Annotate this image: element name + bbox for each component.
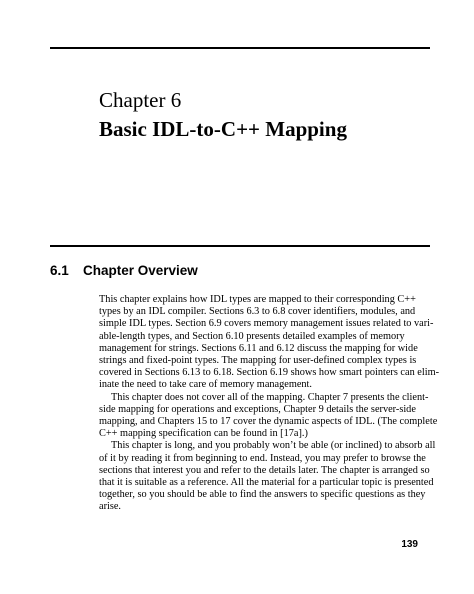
body-line: management for strings. Sections 6.11 and 6.12 discuss the mapping for wide [99,342,418,354]
body-line: of it by reading it from beginning to end. Instead, you may prefer to browse the [99,452,426,464]
body-line: This chapter is long, and you probably won’t be able (or inclined) to absorb all [111,440,436,452]
section-number: 6.1 [50,263,69,278]
body-line: that it is suitable as a reference. All the material for a particular topic is presented [99,477,434,489]
body-line: inate the need to take care of memory management. [99,379,312,391]
section-rule [50,245,430,247]
top-rule [50,47,430,49]
chapter-title: Basic IDL-to-C++ Mapping [99,117,347,141]
body-line: side mapping for operations and exceptions, Chapter 9 details the server-side [99,403,416,415]
body-line: able-length types, and Section 6.10 presents detailed examples of memory [99,330,405,342]
body-line: sections that interest you and refer to the details later. The chapter is arranged so [99,464,430,476]
body-line: strings and fixed-point types. The mapping for user-defined complex types is [99,355,417,367]
page-number: 139 [401,539,418,550]
chapter-number: Chapter 6 [99,88,182,112]
body-text [99,294,440,514]
body-line: mapping, and Chapters 15 to 17 cover the dynamic aspects of IDL. (The complete [99,416,438,428]
body-line: types by an IDL compiler. Sections 6.3 to 6.8 cover identifiers, modules, and [99,306,416,318]
section-title: Chapter Overview [83,263,198,278]
body-line: simple IDL types. Section 6.9 covers memory management issues related to vari- [99,318,434,330]
body-line: arise. [99,501,122,513]
body-line: covered in Sections 6.13 to 6.18. Section 6.19 shows how smart pointers can elim- [99,367,440,379]
body-line: This chapter does not cover all of the mapping. Chapter 7 presents the client- [111,391,429,403]
body-line: C++ mapping specification can be found in [17a].) [99,428,308,440]
body-line: together, so you should be able to find the answers to specific questions as they [99,489,426,501]
body-line: This chapter explains how IDL types are mapped to their corresponding C++ [99,294,416,305]
section-heading [50,263,198,279]
